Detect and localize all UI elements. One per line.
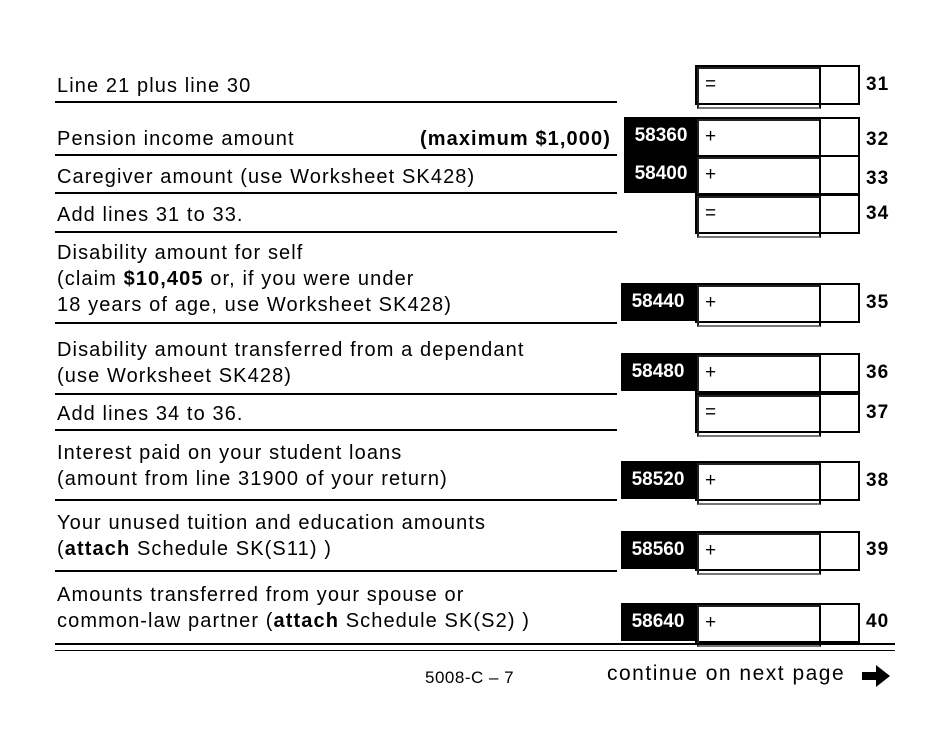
line-34-rule bbox=[55, 231, 617, 233]
line-39-operator: + bbox=[705, 540, 717, 561]
line-31-rule bbox=[55, 101, 617, 103]
line-36-text-2: (use Worksheet SK428) bbox=[57, 365, 293, 387]
line-40-description bbox=[57, 582, 617, 634]
line-32-rule bbox=[55, 154, 617, 156]
line-34-operator: = bbox=[705, 203, 717, 224]
line-31-dollars-input[interactable] bbox=[697, 67, 821, 109]
line-33-dollars-input[interactable] bbox=[697, 157, 821, 199]
continue-text: continue on next page bbox=[607, 662, 846, 685]
line-38-dollars-input[interactable] bbox=[697, 463, 821, 505]
line-33-description: Caregiver amount (use Worksheet SK428) bbox=[57, 166, 476, 188]
line-38-code: 58520 bbox=[621, 461, 695, 499]
line-37-description: Add lines 34 to 36. bbox=[57, 403, 244, 425]
line-35-claim-amount: $10,405 bbox=[123, 268, 204, 290]
line-32-number: 32 bbox=[866, 129, 890, 150]
line-32-text: Pension income amount bbox=[57, 128, 295, 150]
line-32-description bbox=[57, 126, 617, 152]
line-38-cents-field[interactable] bbox=[815, 463, 858, 499]
line-39-amount-box bbox=[695, 531, 860, 571]
line-38-amount-box bbox=[695, 461, 860, 501]
line-39-attach: attach bbox=[64, 538, 131, 560]
line-38-text-1: Interest paid on your student loans bbox=[57, 442, 403, 464]
line-36-rule bbox=[55, 393, 617, 395]
line-35-code: 58440 bbox=[621, 283, 695, 321]
line-31-number: 31 bbox=[866, 74, 890, 95]
line-33-cents-field[interactable] bbox=[815, 157, 858, 193]
line-39-text-2: (attach Schedule SK(S11) ) bbox=[57, 538, 333, 560]
line-36-text-1: Disability amount transferred from a dependant bbox=[57, 339, 525, 361]
line-37-cents-field[interactable] bbox=[815, 395, 858, 431]
line-39-text-1: Your unused tuition and education amounts bbox=[57, 512, 487, 534]
line-34-description: Add lines 31 to 33. bbox=[57, 204, 244, 226]
line-40-attach: attach bbox=[273, 610, 340, 632]
line-35-text-3: 18 years of age, use Worksheet SK428) bbox=[57, 294, 452, 316]
line-37-dollars-input[interactable] bbox=[697, 395, 821, 437]
line-32-operator: + bbox=[705, 126, 717, 147]
line-37-operator: = bbox=[705, 402, 717, 423]
line-34-dollars-input[interactable] bbox=[697, 196, 821, 238]
line-36-operator: + bbox=[705, 362, 717, 383]
line-40-text-1: Amounts transferred from your spouse or bbox=[57, 584, 465, 606]
line-35-amount-box bbox=[695, 283, 860, 323]
line-35-dollars-input[interactable] bbox=[697, 285, 821, 327]
line-36-amount-box bbox=[695, 353, 860, 393]
line-34-cents-field[interactable] bbox=[815, 196, 858, 232]
line-32-amount-box bbox=[695, 117, 860, 157]
line-36-number: 36 bbox=[866, 362, 890, 383]
line-38-text-2: (amount from line 31900 of your return) bbox=[57, 468, 448, 490]
line-38-description bbox=[57, 440, 617, 492]
form-page-id: 5008-C – 7 bbox=[425, 668, 515, 687]
line-35-description bbox=[57, 240, 617, 318]
line-33-rule bbox=[55, 192, 617, 194]
line-33-number: 33 bbox=[866, 168, 890, 189]
line-32-code: 58360 bbox=[624, 117, 698, 155]
line-40-number: 40 bbox=[866, 611, 890, 632]
line-35-text-1: Disability amount for self bbox=[57, 242, 304, 264]
line-40-cents-field[interactable] bbox=[815, 605, 858, 641]
line-39-code: 58560 bbox=[621, 531, 695, 569]
line-40-operator: + bbox=[705, 612, 717, 633]
line-34-amount-box bbox=[695, 194, 860, 234]
line-35-number: 35 bbox=[866, 292, 890, 313]
line-36-dollars-input[interactable] bbox=[697, 355, 821, 397]
line-35-cents-field[interactable] bbox=[815, 285, 858, 321]
line-33-amount-box bbox=[695, 155, 860, 195]
line-35-operator: + bbox=[705, 292, 717, 313]
line-36-cents-field[interactable] bbox=[815, 355, 858, 391]
right-arrow-icon bbox=[862, 663, 892, 689]
line-32-maximum-note: (maximum $1,000) bbox=[419, 128, 611, 150]
footer-rule-thick bbox=[55, 643, 895, 645]
line-39-rule bbox=[55, 570, 617, 572]
line-32-cents-field[interactable] bbox=[815, 119, 858, 155]
line-34-number: 34 bbox=[866, 203, 890, 224]
line-31-cents-field[interactable] bbox=[815, 67, 858, 103]
line-39-number: 39 bbox=[866, 539, 890, 560]
footer-rule-thin bbox=[55, 650, 895, 651]
line-39-description bbox=[57, 510, 617, 562]
line-33-code: 58400 bbox=[624, 155, 698, 193]
line-40-text-2: common-law partner (attach Schedule SK(S2) ) bbox=[57, 610, 531, 632]
line-37-rule bbox=[55, 429, 617, 431]
line-33-operator: + bbox=[705, 164, 717, 185]
line-37-number: 37 bbox=[866, 402, 890, 423]
line-38-operator: + bbox=[705, 470, 717, 491]
line-36-code: 58480 bbox=[621, 353, 695, 391]
line-40-code: 58640 bbox=[621, 603, 695, 641]
line-31-amount-box bbox=[695, 65, 860, 105]
line-36-description bbox=[57, 337, 617, 389]
line-39-dollars-input[interactable] bbox=[697, 533, 821, 575]
line-38-number: 38 bbox=[866, 470, 890, 491]
line-38-rule bbox=[55, 499, 617, 501]
line-40-dollars-input[interactable] bbox=[697, 605, 821, 647]
line-40-amount-box bbox=[695, 603, 860, 643]
line-35-text-2: (claim $10,405 or, if you were under bbox=[57, 268, 415, 290]
line-31-operator: = bbox=[705, 74, 717, 95]
line-39-cents-field[interactable] bbox=[815, 533, 858, 569]
line-37-amount-box bbox=[695, 393, 860, 433]
line-35-rule bbox=[55, 322, 617, 324]
line-31-description: Line 21 plus line 30 bbox=[57, 75, 252, 97]
